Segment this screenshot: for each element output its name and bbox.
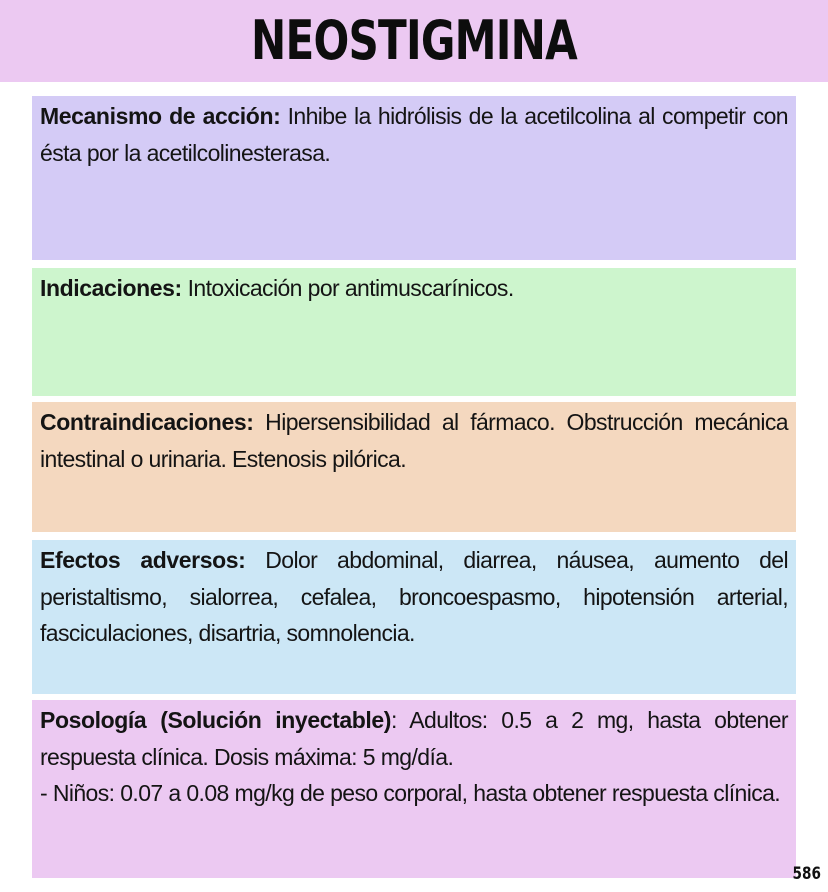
- section-posologia: [32, 700, 796, 878]
- section-text-ninos: - Niños: 0.07 a 0.08 mg/kg de peso corporal, hasta obtener respuesta clínica.: [40, 780, 781, 806]
- title-banner: [0, 0, 828, 82]
- section-text: Intoxicación por antimuscarínicos.: [181, 275, 514, 301]
- section-label: Contraindicaciones:: [40, 409, 254, 435]
- section-text: : Adultos: 0.5 a 2 mg, hasta obtener respuesta clínica. Dosis máxima: 5 mg/día.: [40, 707, 788, 770]
- section-text: Hipersensibilidad al fármaco. Obstrucción mecánica intestinal o urinaria. Estenosis pilórica.: [40, 409, 788, 472]
- section-efectos-adversos: [32, 540, 796, 694]
- section-text: Dolor abdominal, diarrea, náusea, aumento del peristaltismo, sialorrea, cefalea, broncoespasmo, hipotensión arterial, fasciculaciones, disartria, somnolencia.: [40, 547, 788, 646]
- section-indicaciones: [32, 268, 796, 396]
- section-label: Mecanismo de acción:: [40, 103, 281, 129]
- section-mecanismo: [32, 96, 796, 260]
- section-label: Efectos adversos:: [40, 547, 246, 573]
- section-label: Indicaciones:: [40, 275, 182, 301]
- section-contraindicaciones: [32, 402, 796, 532]
- section-text: Inhibe la hidrólisis de la acetilcolina al competir con ésta por la acetilcolinesterasa.: [40, 103, 788, 166]
- page-number: 586: [792, 864, 821, 884]
- section-label: Posología (Solución inyectable): [40, 707, 392, 733]
- page-title: NEOSTIGMINA: [250, 9, 577, 72]
